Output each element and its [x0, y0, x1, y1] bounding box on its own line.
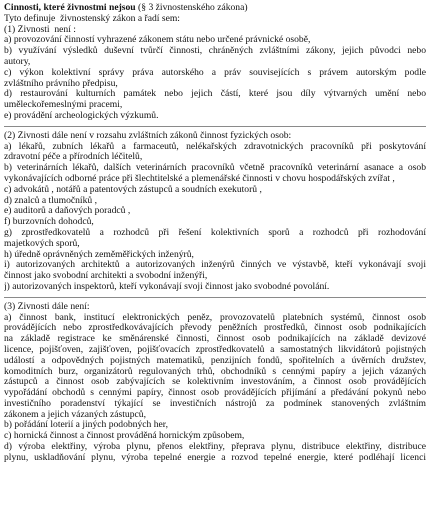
- paragraph-line: na základě registrace ke směnárenské činnosti, činnost osob podnikajících na základě devizové: [4, 334, 426, 345]
- paragraph-line: f) burzovních dohodců,: [4, 217, 94, 228]
- paragraph-line: zvláštního právního předpisu,: [4, 78, 118, 89]
- paragraph-line: c) advokátů , notářů a patentových zástupců a soudních exekutorů ,: [4, 184, 262, 195]
- paragraph-line: událostí a odpovědných pojistných matematiků, penzijních fondů, spořitelních a úvěrních družstev,: [4, 355, 426, 366]
- paragraph-line: a) lékařů, zubních lékařů a farmaceutů, nelékařských zdravotnických pracovníků při poskytování: [4, 141, 426, 152]
- paragraph-line: b) veterinárních lékařů, dalších veterinárních pracovníků včetně pracovníků veterinární asanace a osob: [4, 163, 426, 174]
- intro-text: Tyto definuje živnostenský zákon a řadí sem:: [4, 13, 180, 24]
- section-1-heading: (1) Živnosti není :: [4, 24, 76, 35]
- section-2-heading: (2) Živnosti dále není v rozsahu zvláštních zákonů činnost fyzických osob:: [4, 130, 292, 141]
- paragraph-line: komoditních burz, organizátorů regulovaných trhů, obchodníků s cennými papíry a jejich vázaných: [4, 366, 426, 377]
- section-1-body: [4, 35, 426, 121]
- paragraph-line: zákonem a jejich vázaných zástupců,: [4, 409, 146, 420]
- title-main: Činnosti, které živnostmi nejsou: [4, 3, 136, 13]
- paragraph-line: j) autorizovaných inspektorů, kteří vykonávají svoji činnost jako svobodné povolání.: [4, 281, 330, 292]
- paragraph-line: c) hornická činnost a činnost prováděná hornickým způsobem,: [4, 431, 245, 442]
- paragraph-line: zdravotní péče a přírodních léčitelů,: [4, 152, 143, 163]
- document-title: [4, 3, 426, 14]
- paragraph-line: b) pořádání loterií a jiných podobných her,: [4, 420, 168, 431]
- paragraph-line: licence, pojišťoven, zajišťoven, pojišťovacích zprostředkovatelů a samostatných likvidátorů pojistných: [4, 344, 426, 355]
- paragraph-line: i) autorizovaných architektů a autorizovaných inženýrů činných ve výstavbě, kteří vykonávají svoji: [4, 260, 426, 271]
- paragraph-line: činnost jako svobodní architekti a svobodní inženýři,: [4, 271, 208, 282]
- paragraph-line: vykonávajících odborné práce při šlechtitelské a plemenářské činnosti v chovu hospodářských zvířat ,: [4, 173, 395, 184]
- paragraph-line: b) využívání výsledků duševní tvůrčí činnosti, chráněných zvláštními zákony, jejich původci nebo: [4, 46, 426, 57]
- paragraph-line: autory,: [4, 56, 31, 67]
- section-3-body: [4, 313, 426, 464]
- section-divider: [4, 297, 426, 298]
- paragraph-line: e) auditorů a daňových poradců ,: [4, 206, 131, 217]
- title-suffix: (§ 3 živnostenského zákona): [135, 3, 248, 13]
- paragraph-line: d) restaurování kulturních památek nebo jejich částí, které jsou díly výtvarných umění nebo: [4, 89, 426, 100]
- section-3-heading: (3) Živnosti dále není:: [4, 301, 90, 312]
- paragraph-line: uměleckořemeslnými pracemi,: [4, 100, 123, 111]
- paragraph-line: vypořádání obchodů s cennými papíry, činnost osob provádějících přijímání a předávání pokynů nebo: [4, 388, 426, 399]
- section-divider: [4, 126, 426, 127]
- paragraph-line: g) zprostředkovatelů a rozhodců při řešení kolektivních sporů a rozhodců při rozhodování: [4, 227, 426, 238]
- paragraph-line: investičního poradenství týkající se investičních nástrojů za podmínek stanovených zvláštním: [4, 398, 426, 409]
- paragraph-line: e) provádění archeologických výzkumů.: [4, 110, 159, 121]
- paragraph-line: provádějících nebo zprostředkovávajících převody peněžních prostředků, činnost osob podnikajících: [4, 323, 426, 334]
- paragraph-line: d) výroba elektřiny, výroba plynu, přenos elektřiny, přeprava plynu, distribuce elektřiny, distribuce: [4, 442, 426, 453]
- paragraph-line: plynu, uskladňování plynu, výroba tepelné energie a rozvod tepelné energie, které podléhají licenci: [4, 452, 426, 463]
- paragraph-line: c) výkon kolektivní správy práva autorského a práv souvisejících s právem autorským podle: [4, 67, 426, 78]
- paragraph-line: h) úředně oprávněných zeměměřických inženýrů,: [4, 249, 194, 260]
- paragraph-line: a) provozování činností vyhrazené zákonem státu nebo určené právnické osobě,: [4, 35, 311, 46]
- paragraph-line: zástupců a činnost osob zabývajících se kolektivním investováním, a činnost osob provádějících: [4, 377, 426, 388]
- paragraph-line: a) činnost bank, institucí elektronických peněz, provozovatelů platebních systémů, činnost osob: [4, 312, 426, 323]
- paragraph-line: d) znalců a tlumočníků ,: [4, 195, 97, 206]
- section-2-body: [4, 142, 426, 293]
- paragraph-line: majetkových sporů,: [4, 238, 80, 249]
